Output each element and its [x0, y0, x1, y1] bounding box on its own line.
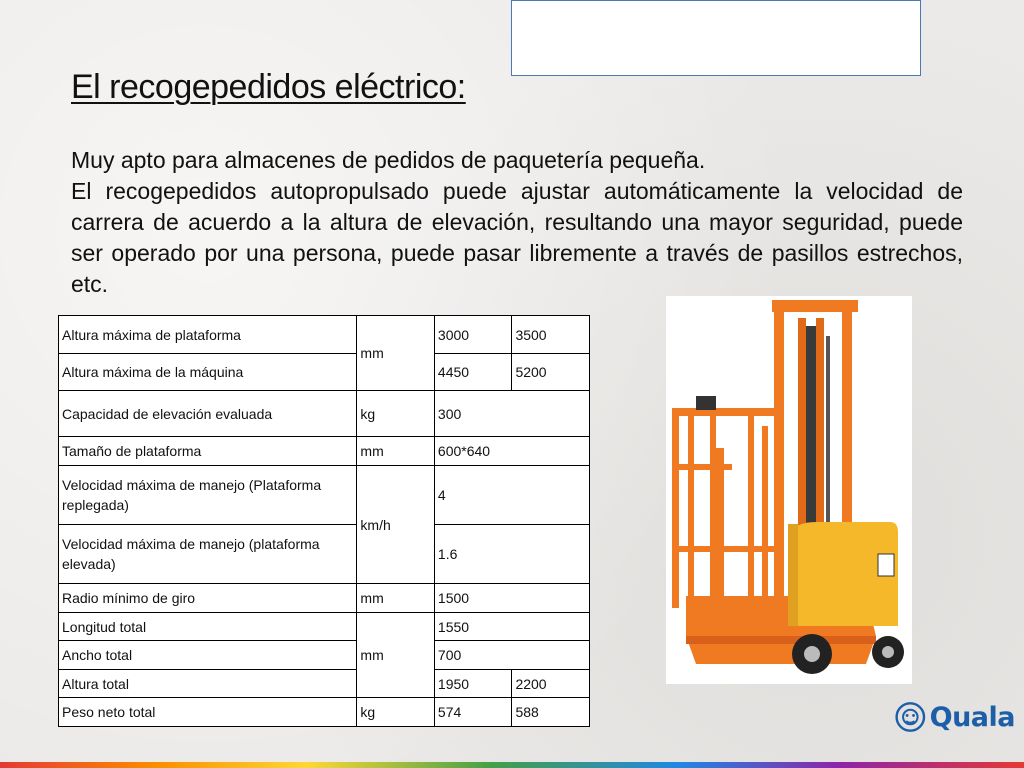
row-label: Radio mínimo de giro: [59, 584, 357, 613]
row-unit: kg: [357, 698, 435, 727]
row-unit: kg: [357, 391, 435, 437]
table-row: [59, 437, 590, 466]
order-picker-photo: [666, 296, 912, 684]
order-picker-illustration: [666, 296, 912, 684]
row-label: Tamaño de plataforma: [59, 437, 357, 466]
row-label: Longitud total: [59, 613, 357, 641]
row-value: 574: [434, 698, 512, 727]
row-label: Capacidad de elevación evaluada: [59, 391, 357, 437]
row-unit: km/h: [357, 466, 435, 584]
lion-icon: [895, 695, 926, 739]
slide-title: El recogepedidos eléctrico:: [71, 68, 466, 106]
paragraph-2: El recogepedidos autopropulsado puede ajustar automáticamente la velocidad de carrera de acuerdo a la altura de elevación, resultando una mayor seguridad, puede ser operado por una persona, puede pasar libremente a través de pasillos estrechos, etc.: [71, 178, 963, 297]
table-row: [59, 613, 590, 641]
paragraph-1: Muy apto para almacenes de pedidos de paquetería pequeña.: [71, 147, 706, 173]
row-unit: mm: [357, 613, 435, 698]
row-value: 600*640: [434, 437, 589, 466]
row-unit: mm: [357, 437, 435, 466]
row-label: Ancho total: [59, 641, 357, 670]
table-row: [59, 316, 590, 354]
row-unit: mm: [357, 584, 435, 613]
row-value: 700: [434, 641, 589, 670]
table-row: [59, 670, 590, 698]
table-row: [59, 641, 590, 670]
row-value-alt: 2200: [512, 670, 590, 698]
table-row: [59, 354, 590, 391]
row-value: 4450: [434, 354, 512, 391]
table-row: [59, 525, 590, 584]
row-label: Altura máxima de la máquina: [59, 354, 357, 391]
row-value: 1.6: [434, 525, 589, 584]
row-value-alt: 5200: [512, 354, 590, 391]
row-value: 1500: [434, 584, 589, 613]
top-placeholder-box: [511, 0, 921, 76]
table-row: [59, 698, 590, 727]
row-value: 300: [434, 391, 589, 437]
row-value-alt: 588: [512, 698, 590, 727]
table-row: [59, 466, 590, 525]
quala-logo: [895, 693, 1015, 741]
row-value: 1550: [434, 613, 589, 641]
row-unit: mm: [357, 316, 435, 391]
row-label: Velocidad máxima de manejo (Plataforma replegada): [59, 466, 357, 525]
row-value: 3000: [434, 316, 512, 354]
row-value-alt: 3500: [512, 316, 590, 354]
table-row: [59, 584, 590, 613]
specs-table: [58, 315, 590, 727]
row-label: Velocidad máxima de manejo (plataforma elevada): [59, 525, 357, 584]
table-row: [59, 391, 590, 437]
row-value: 4: [434, 466, 589, 525]
logo-text: Quala: [929, 701, 1015, 733]
row-label: Peso neto total: [59, 698, 357, 727]
row-label: Altura total: [59, 670, 357, 698]
row-value: 1950: [434, 670, 512, 698]
color-stripe: [0, 762, 1024, 768]
row-label: Altura máxima de plataforma: [59, 316, 357, 354]
slide-body: [71, 145, 963, 300]
